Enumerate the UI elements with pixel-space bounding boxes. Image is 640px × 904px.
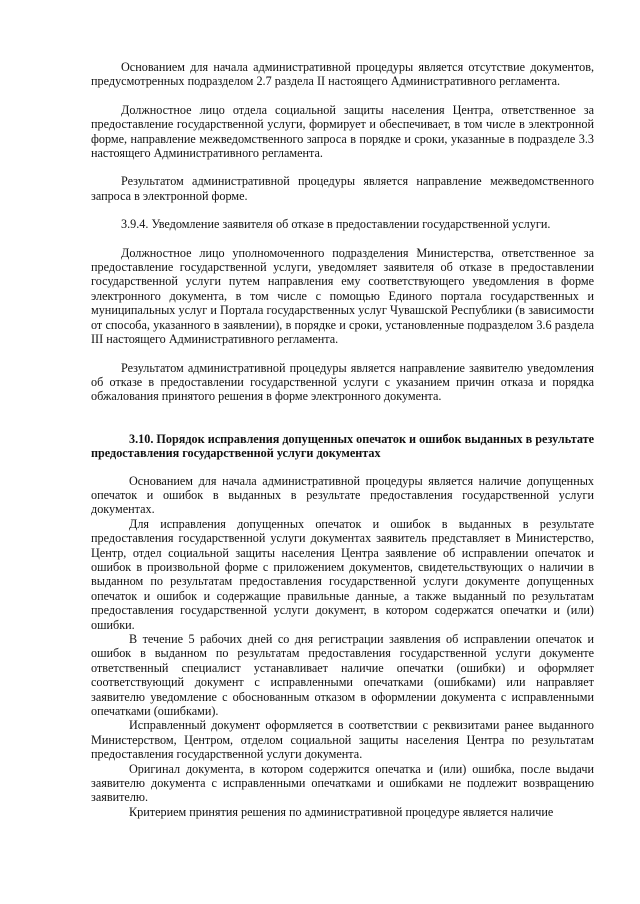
paragraph-section-3-9-4: 3.9.4. Уведомление заявителя об отказе в предоставлении государственной услуги. xyxy=(121,217,551,232)
paragraph-refusal-notification: Должностное лицо уполномоченного подразделения Министерства, ответственное за предоставление государственной услуги, уведомляет заявителя об отказе в предоставлении государственной услуги путем направления ему соответствующего уведомления в форме электронного документа, в том числе с помощью Единого портала государственных и муниципальных услуг и Портала государственных услуг Чувашской Республики (в зависимости от способа, указанного в заявлении), в порядке и сроки, установленные подразделом 3.6 раздела III настоящего Административного регламента. xyxy=(91,245,594,347)
paragraph-interagency-request: Должностное лицо отдела социальной защиты населения Центра, ответственное за предоставление государственной услуги, формирует и обеспечивает, в том числе в электронной форме, направление межведомственного запроса в порядке и сроки, указанные в подразделе 3.3 настоящего Административного регламента. xyxy=(91,102,594,161)
paragraph-corrected-document: Исправленный документ оформляется в соответствии с реквизитами ранее выданного Министерством, Центром, отделом социальной защиты населения Центра по результатам предоставления государственной услуги документа. xyxy=(91,718,594,762)
paragraph-basis-absence: Основанием для начала административной процедуры является отсутствие документов, предусмотренных подразделом 2.7 раздела II настоящего Административного регламента. xyxy=(91,60,594,89)
paragraph-decision-criterion: Критерием принятия решения по административной процедуре является наличие xyxy=(129,804,554,819)
paragraph-basis-errors: Основанием для начала административной процедуры является наличие допущенных опечаток и ошибок в выданных в результате предоставления государственной услуги документах. xyxy=(91,473,594,517)
document-body xyxy=(91,60,594,819)
paragraph-five-days: В течение 5 рабочих дней со дня регистрации заявления об исправлении опечаток и ошибок в выданном по результатам предоставления государственной услуги документе ответственный специалист устанавливает наличие опечатки (ошибки) и оформляет соответствующий документ с исправленными опечатками (ошибками) или направляет заявителю уведомление с обоснованным отказом в оформлении документа с исправленными опечатками (ошибками). xyxy=(91,632,594,719)
section-heading-3-10: 3.10. Порядок исправления допущенных опечаток и ошибок выданных в результате предоставления государственной услуги документах xyxy=(91,431,595,461)
paragraph-correction-application: Для исправления допущенных опечаток и ошибок в выданных в результате предоставления государственной услуги документах заявитель представляет в Министерство, Центр, отдел социальной защиты населения Центра заявление об исправлении опечаток и ошибок в произвольной форме с приложением документов, свидетельствующих о наличии в выданном по результатам предоставления государственной услуги документе допущенных опечаток и ошибок и содержащие правильные данные, а также выданный по результатам предоставления государственной услуги документ, в котором содержатся опечатки и (или) ошибки. xyxy=(91,516,594,632)
paragraph-result-request: Результатом административной процедуры является направление межведомственного запроса в электронной форме. xyxy=(91,174,594,203)
paragraph-original-document: Оригинал документа, в котором содержится опечатка и (или) ошибка, после выдачи заявителю документа с исправленными опечатками и ошибками не подлежит возвращению заявителю. xyxy=(91,761,594,805)
paragraph-result-refusal: Результатом административной процедуры является направление заявителю уведомления об отказе в предоставлении государственной услуги с указанием причин отказа и порядка обжалования принятого решения в форме электронного документа. xyxy=(91,360,594,404)
